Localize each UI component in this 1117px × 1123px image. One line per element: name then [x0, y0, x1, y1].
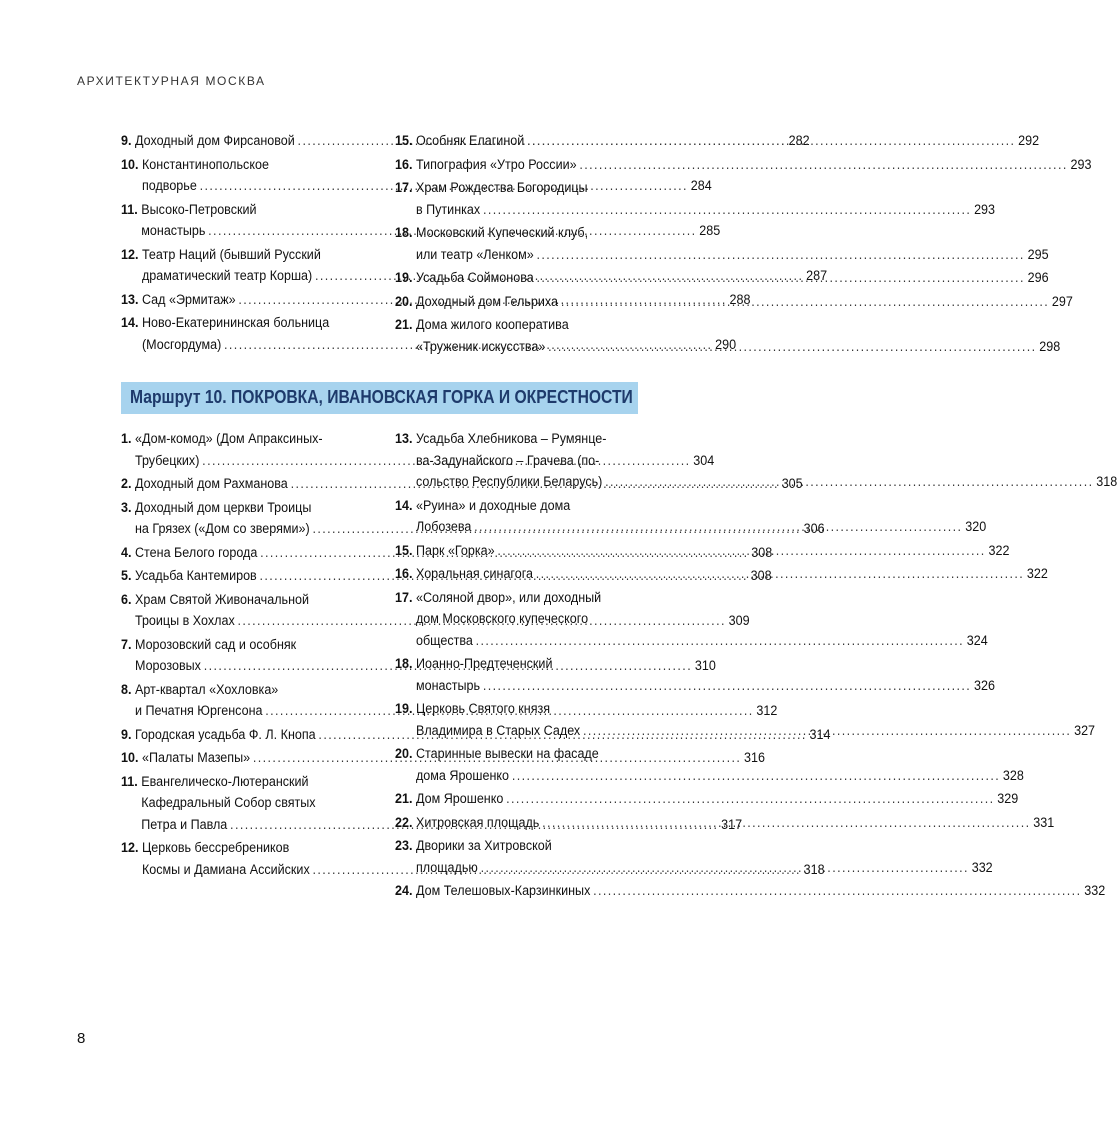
toc-entry-title: монастырь — [415, 677, 481, 693]
toc-entry-number: 21. — [395, 317, 413, 332]
toc-entry-title: «Дом-комод» (Дом Апраксиных- — [134, 431, 323, 446]
toc-entry-title: Стена Белого города — [134, 544, 258, 560]
toc-entry-title: Усадьба Кантемиров — [134, 568, 257, 583]
toc-entry-title: Парк «Горка» — [415, 542, 495, 558]
toc-entry-title: в Путинках — [415, 201, 481, 217]
toc-entry-title: Дом Телешовых-Карзинкиных — [415, 883, 591, 898]
toc-entry-page: 324 — [966, 632, 988, 648]
toc-entry[interactable] — [395, 880, 1106, 902]
dot-leader — [536, 244, 1024, 266]
toc-entry-title: «Труженик искусства» — [415, 338, 546, 354]
toc-entry-title: Хоральная синагога — [415, 566, 534, 581]
toc-entry-number: 15. — [395, 133, 413, 148]
toc-entry[interactable] — [395, 154, 1092, 176]
toc-entry-number: 11. — [121, 773, 138, 789]
toc-entry-title: подворье — [141, 178, 197, 193]
toc-entry-number: 19. — [395, 701, 413, 716]
toc-entry-title: Доходный дом Гельриха — [415, 293, 559, 309]
toc-entry-title: Хитровская площадь — [415, 814, 540, 830]
route-title: Маршрут 10. ПОКРОВКА, ИВАНОВСКАЯ ГОРКА И ОКРЕСТНОСТИ — [130, 387, 633, 407]
toc-entry-number: 20. — [395, 293, 413, 309]
toc-entry-title: Храм Рождества Богородицы — [415, 180, 588, 195]
toc-entry-title: площадью — [415, 859, 478, 875]
dot-leader — [481, 857, 969, 879]
toc-entry-title: Петра и Павла — [141, 816, 228, 832]
toc-entry-number: 20. — [395, 746, 413, 761]
toc-entry-number: 13. — [121, 291, 139, 307]
toc-entry-title: Старинные вывески на фасаде — [415, 746, 599, 761]
toc-entry-title: Усадьба Соймонова — [415, 270, 534, 285]
toc-entry-page: 296 — [1027, 270, 1049, 285]
toc-entry-title: Кафедральный Собор святых — [141, 795, 316, 810]
toc-entry-page: 284 — [690, 178, 712, 193]
toc-entry-page: 306 — [803, 521, 825, 536]
toc-entry-number: 13. — [395, 431, 413, 446]
toc-entry-title: Дома жилого кооператива — [415, 317, 569, 332]
toc-entry-page: 322 — [1026, 566, 1048, 581]
toc-entry-page: 316 — [744, 750, 765, 765]
toc-entry-title: Театр Наций (бывший Русский — [141, 246, 321, 262]
dot-leader — [506, 788, 994, 810]
toc-entry-title: или театр «Ленком» — [415, 246, 534, 262]
toc-entry-title: Доходный дом Фирсановой — [134, 133, 295, 148]
toc-entry-page: 328 — [1002, 767, 1024, 783]
toc-entry-number: 4. — [121, 544, 132, 560]
toc-entry-page: 326 — [973, 677, 995, 693]
toc-entry-title: Церковь Святого князя — [415, 701, 551, 716]
toc-entry-page: 331 — [1033, 814, 1055, 830]
toc-entry-number: 7. — [121, 636, 132, 652]
dot-leader — [579, 154, 1067, 176]
toc-entry-title: Владимира в Старых Садех — [415, 722, 581, 738]
toc-entry-title: «Палаты Мазепы» — [141, 750, 251, 765]
toc-entry-number: 3. — [121, 499, 132, 515]
toc-entry-number: 10. — [121, 750, 139, 765]
toc-entry-number: 2. — [121, 476, 132, 491]
toc-entry-number: 5. — [121, 568, 132, 583]
toc-entry-title: Лобозева — [415, 519, 472, 534]
toc-entry-title: Московский Купеческий клуб, — [415, 225, 589, 240]
dot-leader — [561, 291, 1049, 313]
toc-entry-number: 9. — [121, 133, 132, 148]
toc-entry-title: Иоанно-Предтеченский — [415, 656, 553, 671]
toc-entry-title: Морозовский сад и особняк — [134, 636, 297, 652]
toc-entry-title: Церковь бессребреников — [141, 840, 290, 855]
toc-entry-title: «Соляной двор», или доходный — [415, 589, 602, 605]
toc-entry-title: Трубецких) — [134, 452, 200, 468]
toc-entry-title: Троицы в Хохлах — [134, 613, 235, 628]
dot-leader — [527, 130, 1015, 152]
toc-entry-title: сольство Республики Беларусь) — [415, 474, 603, 489]
toc-entry-page: 304 — [693, 452, 715, 468]
toc-entry-title: монастырь — [141, 223, 206, 238]
toc-entry-number: 19. — [395, 270, 413, 285]
dot-leader — [548, 336, 1036, 358]
toc-entry-title: Доходный дом Рахманова — [134, 476, 288, 491]
toc-entry-page: 288 — [729, 291, 751, 307]
toc-entry-title: Городская усадьба Ф. Л. Кнопа — [134, 726, 316, 742]
toc-entry-number: 24. — [395, 883, 413, 898]
toc-entry-page: 320 — [965, 519, 987, 534]
toc-entry-title: Доходный дом церкви Троицы — [134, 499, 312, 515]
dot-leader — [512, 765, 1000, 787]
toc-entry-number: 1. — [121, 431, 132, 446]
toc-entry-number: 11. — [121, 201, 138, 217]
toc-entry-title: дома Ярошенко — [415, 767, 510, 783]
toc-entry-number: 15. — [395, 542, 413, 558]
page-number: 8 — [77, 1030, 86, 1047]
toc-entry-page: 317 — [721, 816, 743, 832]
toc-entry-page: 332 — [971, 859, 993, 875]
toc-entry-page: 318 — [1096, 474, 1117, 489]
toc-entry-page: 287 — [806, 268, 828, 283]
toc-entry-number: 16. — [395, 156, 413, 172]
dot-leader — [542, 812, 1030, 834]
toc-entry-number: 9. — [121, 726, 132, 742]
toc-entry-number: 22. — [395, 814, 413, 830]
toc-entry-page: 309 — [728, 613, 750, 628]
toc-entry-number: 23. — [395, 838, 413, 853]
toc-entry-title: Дом Ярошенко — [415, 791, 504, 806]
toc-entry-number: 17. — [395, 180, 413, 195]
toc-entry-page: 295 — [1027, 246, 1049, 262]
toc-entry-title: на Грязех («Дом со зверями») — [134, 521, 310, 536]
toc-entry-page: 292 — [1018, 133, 1040, 148]
toc-entry-number: 16. — [395, 566, 413, 581]
toc-entry-title: ва-Задунайского – Грачева (по- — [415, 452, 600, 468]
toc-entry-number: 8. — [121, 681, 132, 697]
route-heading-bar — [121, 382, 638, 414]
toc-entry-number: 12. — [121, 246, 139, 262]
toc-entry-title: драматический театр Корша) — [141, 268, 313, 283]
toc-entry-page: 310 — [694, 658, 716, 673]
toc-entry-page: 322 — [988, 542, 1010, 558]
toc-entry-number: 14. — [395, 497, 413, 513]
toc-entry-title: дом Московского купеческого — [415, 611, 589, 626]
dot-leader — [483, 675, 971, 697]
dot-leader — [497, 540, 985, 562]
toc-entry-title: Евангелическо-Лютеранский — [141, 773, 309, 789]
toc-entry-page: 282 — [788, 133, 810, 148]
toc-entry-number: 17. — [395, 589, 413, 605]
toc-entry-page: 293 — [1070, 156, 1092, 172]
toc-entry-page: 290 — [715, 336, 737, 352]
toc-entry-title: Ново-Екатерининская больница — [141, 315, 330, 330]
toc-entry-title: Константинопольское — [141, 156, 269, 172]
dot-leader — [605, 471, 1093, 493]
toc-entry-title: (Мосгордума) — [141, 336, 222, 352]
toc-entry-page: 332 — [1084, 883, 1106, 898]
running-header: АРХИТЕКТУРНАЯ МОСКВА — [77, 74, 266, 88]
toc-entry-page: 305 — [781, 476, 803, 491]
toc-entry-number: 6. — [121, 591, 132, 607]
toc-entry-number: 18. — [395, 656, 413, 671]
toc-entry-title: «Руина» и доходные дома — [415, 497, 571, 513]
toc-entry-page: 312 — [756, 703, 778, 718]
toc-entry-title: Типография «Утро России» — [415, 156, 577, 172]
toc-entry-title: Космы и Дамиана Ассийских — [141, 861, 310, 877]
toc-entry-title: Арт-квартал «Хохловка» — [134, 681, 279, 697]
dot-leader — [483, 199, 971, 221]
dot-leader — [583, 720, 1071, 742]
toc-entry-page: 285 — [699, 223, 721, 238]
toc-entry-page: 318 — [803, 861, 825, 877]
toc-entry-title: Храм Святой Живоначальной — [134, 591, 310, 607]
toc-entry-title: Сад «Эрмитаж» — [141, 291, 236, 307]
toc-entry-title: Усадьба Хлебникова – Румянце- — [415, 431, 607, 446]
toc-entry[interactable] — [395, 788, 1019, 810]
toc-entry-number: 10. — [121, 156, 139, 172]
toc-entry-number: 21. — [395, 791, 413, 806]
toc-entry-page: 297 — [1051, 293, 1073, 309]
toc-entry-title: Морозовых — [134, 658, 201, 673]
toc-entry-title: Особняк Елагиной — [415, 133, 525, 148]
toc-entry-number: 12. — [121, 840, 139, 855]
dot-leader — [476, 630, 964, 652]
toc-entry-page: 327 — [1074, 722, 1096, 738]
toc-entry-title: и Печатня Юргенсона — [134, 703, 263, 718]
toc-entry-page: 298 — [1039, 338, 1061, 354]
dot-leader — [537, 267, 1025, 289]
toc-entry-title: Дворики за Хитровской — [415, 838, 552, 853]
dot-leader — [474, 516, 962, 538]
dot-leader — [593, 880, 1081, 902]
dot-leader — [536, 563, 1024, 585]
toc-entry-number: 14. — [121, 315, 139, 330]
toc-entry-page: 293 — [974, 201, 996, 217]
toc-entry-page: 329 — [997, 791, 1019, 806]
toc-entry-number: 18. — [395, 225, 413, 240]
toc-entry-page: 314 — [809, 726, 831, 742]
toc-entry-title: Высоко-Петровский — [141, 201, 257, 217]
toc-entry-title: общества — [415, 632, 473, 648]
toc-entry-page: 308 — [750, 568, 772, 583]
toc-entry-page: 308 — [751, 544, 773, 560]
